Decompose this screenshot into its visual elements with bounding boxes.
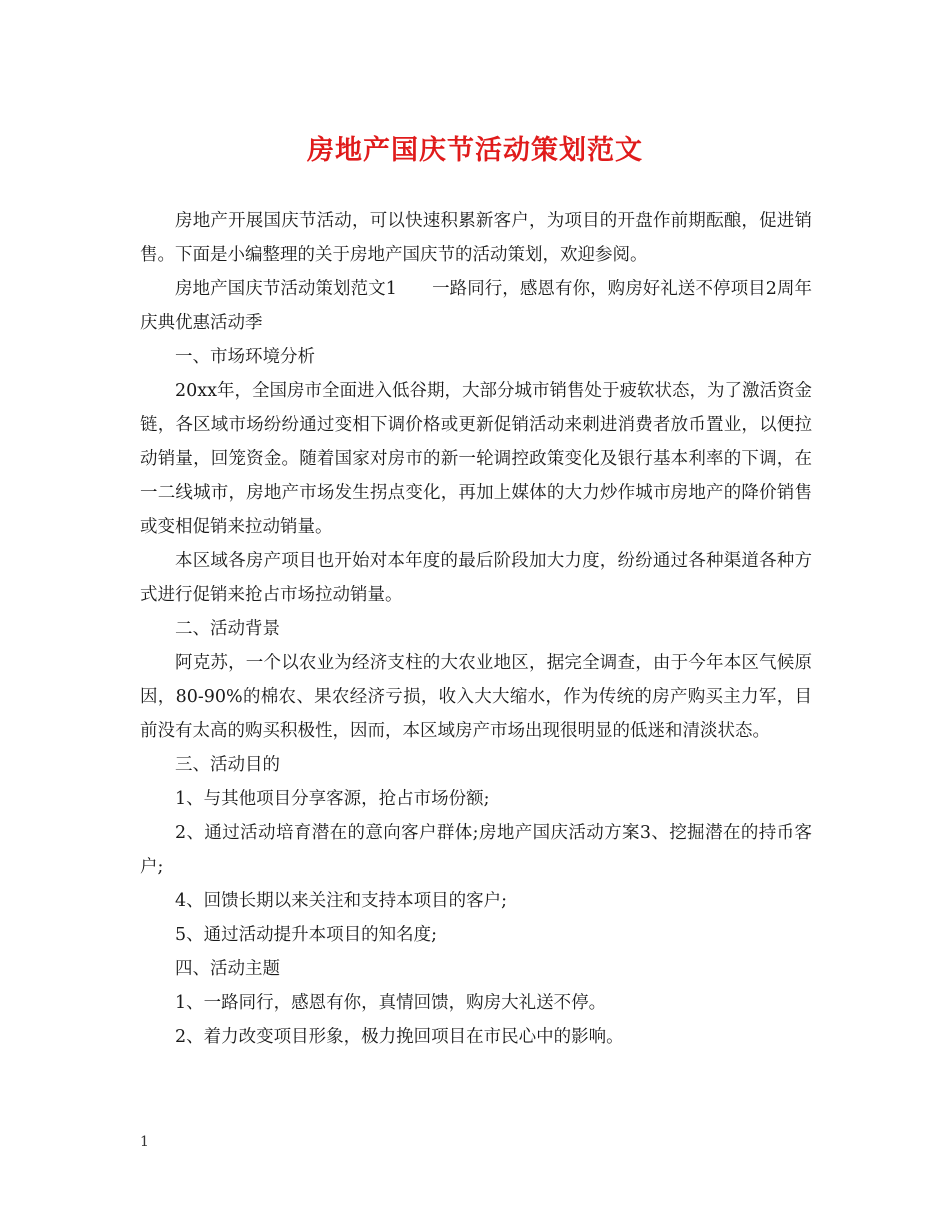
- section-heading: 二、活动背景: [175, 619, 280, 639]
- section-heading: 三、活动目的: [175, 755, 280, 775]
- document-body: [140, 204, 812, 1054]
- list-item: 4、回馈长期以来关注和支持本项目的客户;: [175, 891, 508, 911]
- paragraph: 20xx年，全国房市全面进入低谷期，大部分城市销售处于疲软状态，为了激活资金链，各区域市场纷纷通过变相下调价格或更新促销活动来刺进消费者放币置业，以便拉动销量，回笼资金。随着国家对房市的新一轮调控政策变化及银行基本利率的下调，在一二线城市，房地产市场发生拐点变化，再加上媒体的大力炒作城市房地产的降价销售或变相促销来拉动销量。: [140, 381, 813, 537]
- list-item: 5、通过活动提升本项目的知名度;: [175, 925, 438, 945]
- document-title: 房地产国庆节活动策划范文: [307, 135, 643, 166]
- page-number: 1: [140, 1134, 149, 1150]
- list-item: 2、通过活动培育潜在的意向客户群体;房地产国庆活动方案3、挖掘潜在的持币客户;: [140, 823, 812, 877]
- list-item: 1、与其他项目分享客源，抢占市场份额;: [175, 789, 490, 809]
- list-item: 1、一路同行，感恩有你，真情回馈，购房大礼送不停。: [175, 993, 607, 1013]
- paragraph: 阿克苏，一个以农业为经济支柱的大农业地区，据完全调查，由于今年本区气候原因，80-90%的棉农、果农经济亏损，收入大大缩水，作为传统的房产购买主力军，目前没有太高的购买积极性，因而，本区域房产市场出现很明显的低迷和清淡状态。: [140, 653, 812, 741]
- paragraph: 本区域各房产项目也开始对本年度的最后阶段加大力度，纷纷通过各种渠道各种方式进行促销来抢占市场拉动销量。: [140, 551, 812, 605]
- paragraph: 房地产国庆节活动策划范文1 一路同行，感恩有你，购房好礼送不停项目2周年庆典优惠活动季: [140, 279, 812, 333]
- list-item: 2、着力改变项目形象，极力挽回项目在市民心中的影响。: [175, 1027, 624, 1047]
- section-heading: 四、活动主题: [175, 959, 280, 979]
- paragraph: 房地产开展国庆节活动，可以快速积累新客户，为项目的开盘作前期酝酿，促进销售。下面是小编整理的关于房地产国庆节的活动策划，欢迎参阅。: [140, 211, 812, 265]
- section-heading: 一、市场环境分析: [175, 347, 315, 367]
